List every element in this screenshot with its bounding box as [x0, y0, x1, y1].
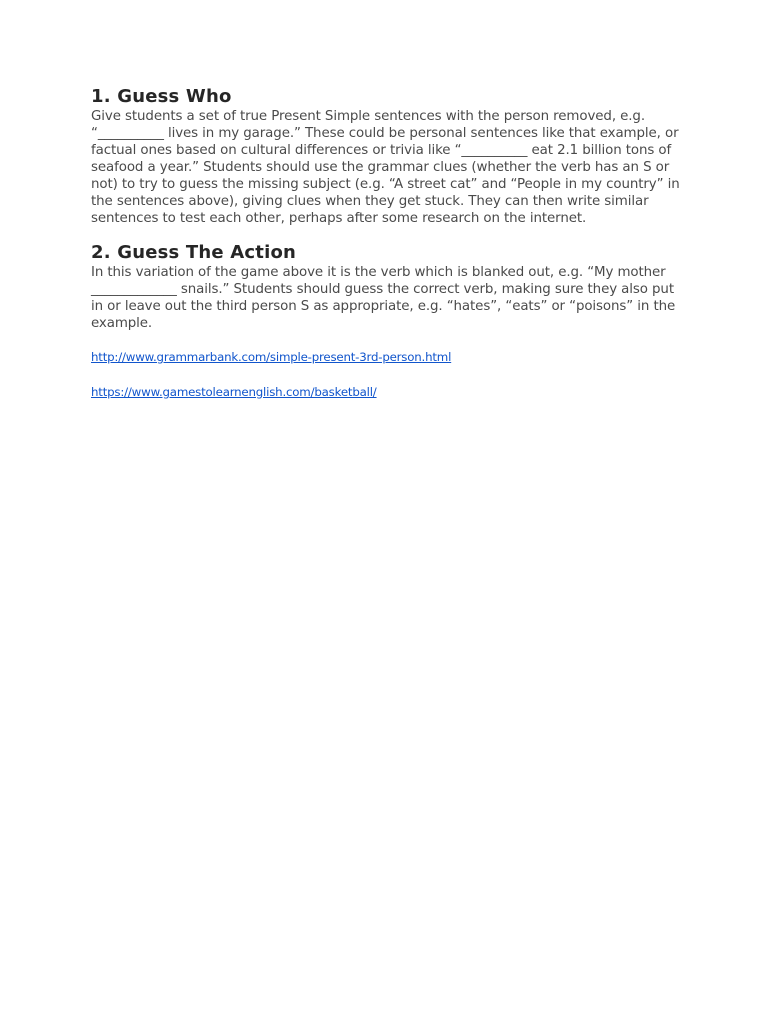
link-gamestolearnenglish[interactable]: https://www.gamestolearnenglish.com/basketball/	[91, 385, 377, 399]
section-heading-guess-who: 1. Guess Who	[91, 86, 232, 107]
link-grammarbank[interactable]: http://www.grammarbank.com/simple-present-3rd-person.html	[91, 350, 452, 364]
section-body-guess-who: Give students a set of true Present Simple sentences with the person removed, e.g. “__________ lives in my garage.” These could be personal sentences like that example, or factual ones based on cultural differences or trivia like “__________ eat 2.1 billion tons of seafood a year.” Students should use the grammar clues (whether the verb has an S or not) to try to guess the missing subject (e.g. “A street cat” and “People in my country” in the sentences above), giving clues when they get stuck. They can then write similar sentences to test each other, perhaps after some research on the internet.	[91, 109, 680, 226]
section-heading-guess-the-action: 2. Guess The Action	[91, 242, 297, 263]
document-content	[91, 86, 681, 400]
section-body-guess-the-action: In this variation of the game above it is the verb which is blanked out, e.g. “My mother _____________ snails.” Students should guess the correct verb, making sure they also put in or leave out the third person S as appropriate, e.g. “hates”, “eats” or “poisons” in the example.	[91, 265, 676, 331]
